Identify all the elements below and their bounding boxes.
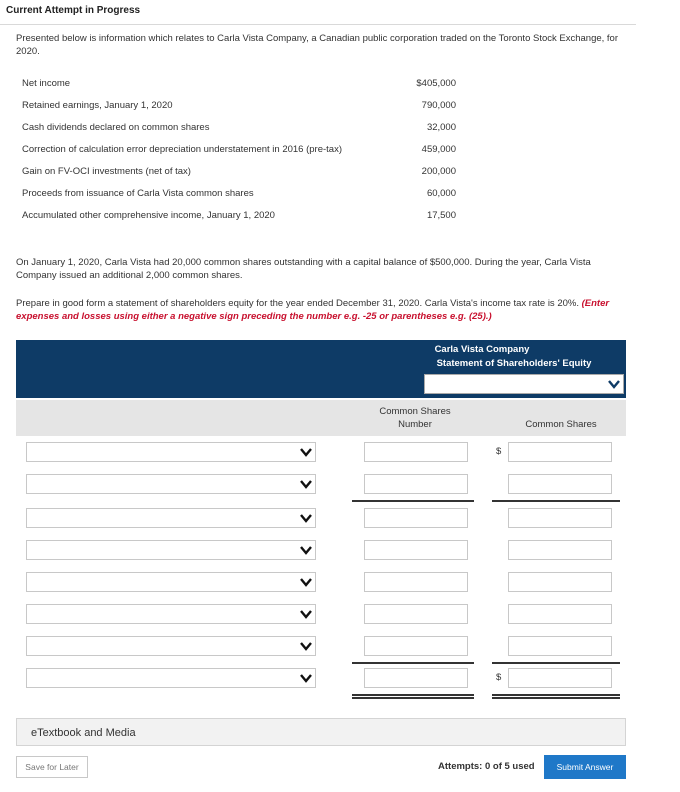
common-shares-input[interactable]: [508, 668, 612, 688]
common-shares-input[interactable]: [508, 636, 612, 656]
common-shares-input[interactable]: [508, 442, 612, 462]
data-label: Gain on FV-OCI investments (net of tax): [22, 166, 191, 177]
etextbook-label: eTextbook and Media: [31, 727, 136, 739]
data-row: [16, 161, 456, 183]
shares-number-input[interactable]: [364, 604, 468, 624]
data-row: [16, 205, 456, 227]
line-item-select[interactable]: [26, 508, 316, 528]
line-item-select[interactable]: [26, 636, 316, 656]
statement-row: [16, 632, 626, 664]
chevron-down-icon: [299, 511, 313, 525]
submit-answer-button[interactable]: Submit Answer: [544, 755, 626, 779]
statement-row: [16, 470, 626, 502]
currency-sign: $: [496, 446, 502, 457]
data-row: [16, 117, 456, 139]
data-value: $405,000: [416, 78, 456, 89]
chevron-down-icon: [299, 543, 313, 557]
currency-sign: $: [496, 672, 502, 683]
company-name: Carla Vista Company: [434, 344, 530, 355]
shares-number-input[interactable]: [364, 508, 468, 528]
shares-number-input[interactable]: [364, 442, 468, 462]
total-rule: [352, 697, 474, 699]
chevron-down-icon: [299, 607, 313, 621]
data-label: Proceeds from issuance of Carla Vista common shares: [22, 188, 254, 199]
statement-row: [16, 568, 626, 600]
shares-info-text: On January 1, 2020, Carla Vista had 20,000 common shares outstanding with a capital balance of $500,000. During the year, Carla Vista Company issued an additional 2,000 common shares.: [16, 257, 591, 281]
common-shares-input[interactable]: [508, 572, 612, 592]
shares-number-input[interactable]: [364, 668, 468, 688]
intro-text: Presented below is information which relates to Carla Vista Company, a Canadian public corporation traded on the Toronto Stock Exchange, for 2020.: [16, 33, 619, 57]
common-shares-input[interactable]: [508, 508, 612, 528]
statement-row: [16, 438, 626, 470]
header-bar: [0, 0, 636, 25]
total-rule: [492, 697, 620, 699]
chevron-down-icon: [299, 477, 313, 491]
chevron-down-icon: [607, 377, 621, 391]
data-value: 17,500: [426, 210, 456, 221]
shares-number-input[interactable]: [364, 636, 468, 656]
data-row: [16, 183, 456, 205]
page-title: Current Attempt in Progress: [6, 5, 141, 16]
line-item-select[interactable]: [26, 442, 316, 462]
data-row: [16, 95, 456, 117]
col-shares-number-header: Common Shares Number: [379, 406, 451, 430]
line-item-select[interactable]: [26, 474, 316, 494]
save-for-later-button[interactable]: Save for Later: [16, 756, 88, 778]
subtotal-rule: [492, 500, 620, 502]
data-label: Accumulated other comprehensive income, January 1, 2020: [22, 210, 275, 221]
data-value: 32,000: [426, 122, 456, 133]
line-item-select[interactable]: [26, 604, 316, 624]
data-value: 459,000: [421, 144, 456, 155]
column-header-row: [16, 400, 626, 436]
total-rule: [492, 694, 620, 696]
data-label: Retained earnings, January 1, 2020: [22, 100, 173, 111]
data-value: 60,000: [426, 188, 456, 199]
attempts-status: Attempts: 0 of 5 used: [438, 761, 535, 772]
data-value: 200,000: [421, 166, 456, 177]
chevron-down-icon: [299, 639, 313, 653]
data-label: Cash dividends declared on common shares: [22, 122, 210, 133]
shares-number-input[interactable]: [364, 474, 468, 494]
data-label: Correction of calculation error depreciation understatement in 2016 (pre-tax): [22, 144, 342, 155]
statement-row: [16, 664, 626, 696]
data-value: 790,000: [421, 100, 456, 111]
statement-banner: [16, 340, 626, 398]
instructions-main: Prepare in good form a statement of shareholders equity for the year ended December 31, 2020. Carla Vista's income tax rate is 20%.: [16, 298, 579, 309]
period-select[interactable]: [424, 374, 624, 394]
line-item-select[interactable]: [26, 540, 316, 560]
data-label: Net income: [22, 78, 71, 89]
common-shares-input[interactable]: [508, 604, 612, 624]
subtotal-rule: [352, 500, 474, 502]
data-row: [16, 139, 456, 161]
etextbook-media-bar[interactable]: [16, 718, 626, 746]
chevron-down-icon: [299, 575, 313, 589]
data-row: [16, 73, 456, 95]
statement-row: [16, 536, 626, 568]
statement-row: [16, 504, 626, 536]
statement-title: Statement of Shareholders' Equity: [436, 358, 592, 369]
instructions-note: (Enter expenses and losses using either a negative sign preceding the number e.g. -25 or parentheses e.g. (25).): [16, 298, 610, 322]
shares-number-input[interactable]: [364, 572, 468, 592]
line-item-select[interactable]: [26, 572, 316, 592]
total-rule: [352, 694, 474, 696]
common-shares-input[interactable]: [508, 540, 612, 560]
line-item-select[interactable]: [26, 668, 316, 688]
chevron-down-icon: [299, 445, 313, 459]
shares-number-input[interactable]: [364, 540, 468, 560]
statement-row: [16, 600, 626, 632]
chevron-down-icon: [299, 671, 313, 685]
common-shares-input[interactable]: [508, 474, 612, 494]
instructions-text: [16, 297, 626, 323]
col-common-shares-header: Common Shares: [525, 419, 597, 430]
